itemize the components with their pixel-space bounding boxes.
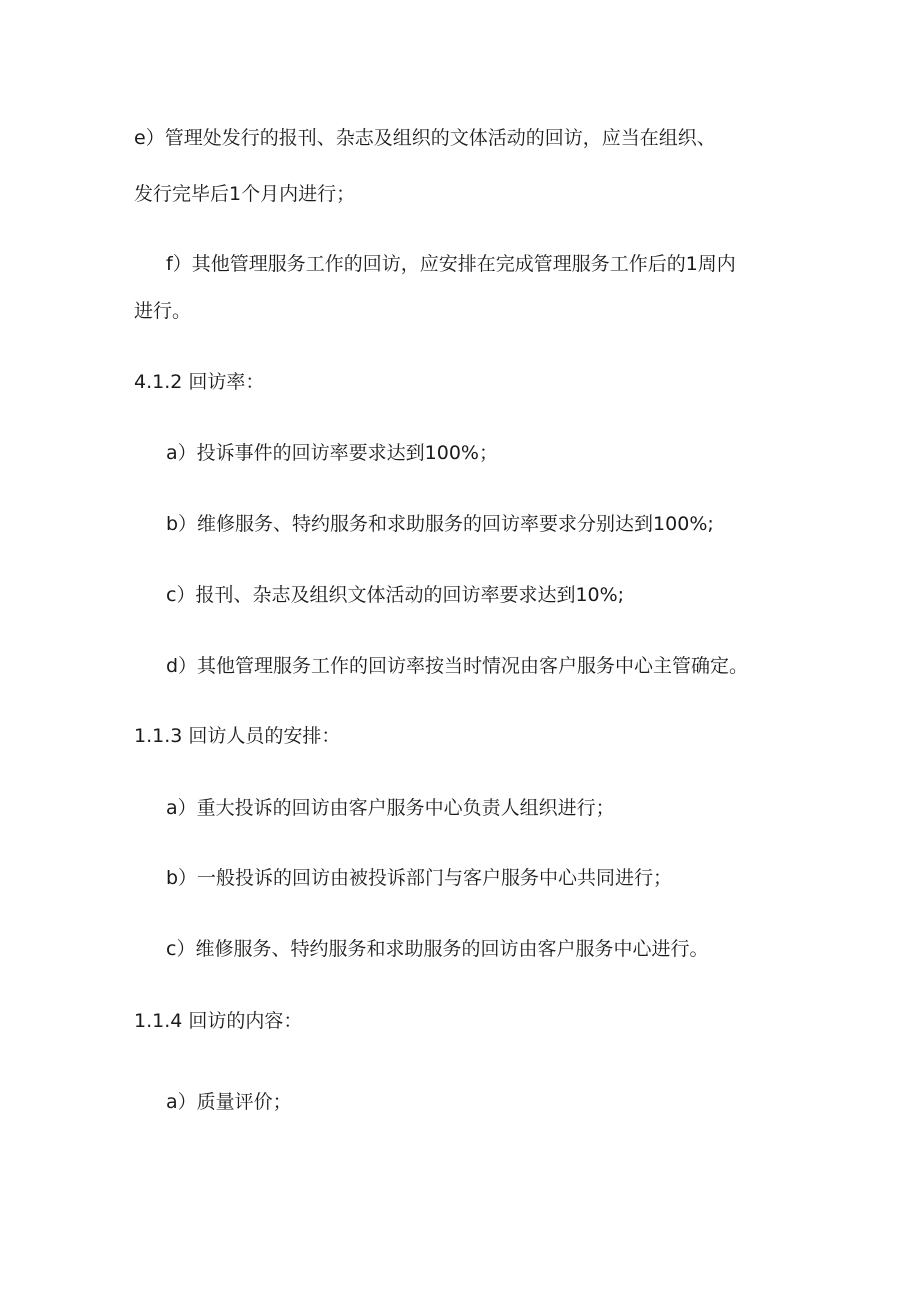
list-item-staff-c: c）维修服务、特约服务和求助服务的回访由客户服务中心进行。 (166, 938, 709, 960)
list-item-rate-d: d）其他管理服务工作的回访率按当时情况由客户服务中心主管确定。 (166, 655, 749, 677)
list-item-content-a: a）质量评价； (166, 1091, 292, 1113)
list-item-rate-a: a）投诉事件的回访率要求达到100%； (166, 442, 498, 464)
section-heading-1-1-4: 1.1.4 回访的内容： (134, 1010, 303, 1032)
list-item-rate-b: b）维修服务、特约服务和求助服务的回访率要求分别达到100%; (166, 513, 714, 535)
section-heading-1-1-3: 1.1.3 回访人员的安排： (134, 725, 341, 747)
section-heading-4-1-2: 4.1.2 回访率： (134, 371, 265, 393)
paragraph-f-line-2: 进行。 (134, 300, 192, 322)
list-item-rate-c: c）报刊、杂志及组织文体活动的回访率要求达到10%; (166, 584, 625, 606)
list-item-staff-a: a）重大投诉的回访由客户服务中心负责人组织进行； (166, 797, 615, 819)
paragraph-e-line-1: e）管理处发行的报刊、杂志及组织的文体活动的回访，应当在组织、 (134, 127, 716, 149)
paragraph-e-line-2: 发行完毕后1个月内进行； (134, 183, 356, 205)
paragraph-f-line-1: f）其他管理服务工作的回访，应安排在完成管理服务工作后的1周内 (166, 253, 736, 275)
list-item-staff-b: b）一般投诉的回访由被投诉部门与客户服务中心共同进行； (166, 867, 673, 889)
